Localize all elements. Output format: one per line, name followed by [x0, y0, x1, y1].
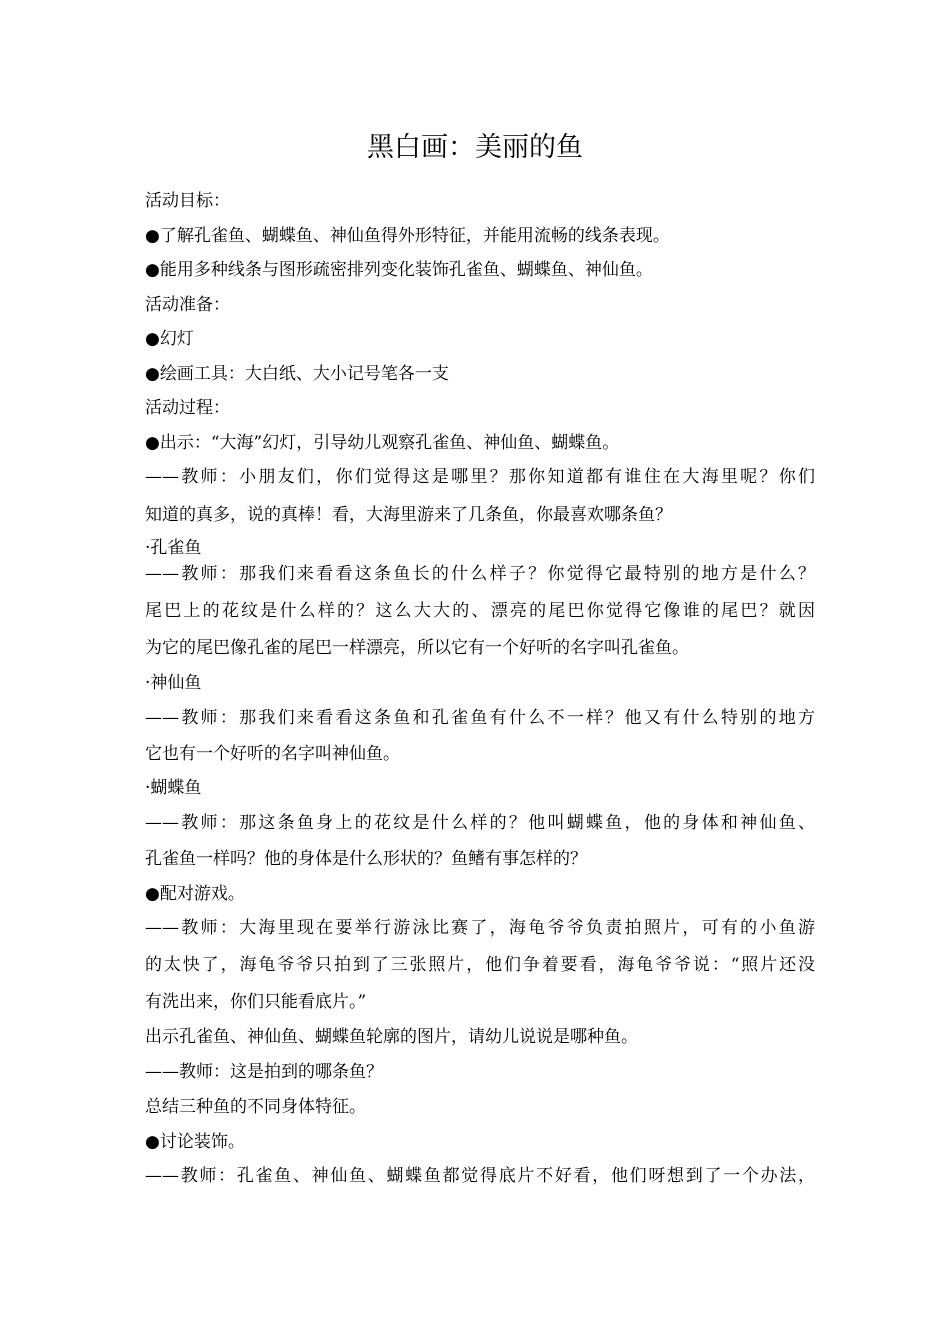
process-step-discuss-decoration: ●讨论装饰。 [145, 1132, 245, 1152]
prep-item-2: ●绘画工具：大白纸、大小记号笔各一支 [145, 364, 449, 384]
goal-item-1: ●了解孔雀鱼、蝴蝶鱼、神仙鱼得外形特征，并能用流畅的线条表现。 [145, 226, 670, 246]
process-step-matching-game: ●配对游戏。 [145, 884, 245, 904]
paragraph-line: 有洗出来，你们只能看底片。” [145, 992, 367, 1012]
paragraph-line: ——教师：孔雀鱼、神仙鱼、蝴蝶鱼都觉得底片不好看，他们呀想到了一个办法， [145, 1166, 815, 1186]
paragraph-line: ——教师：那我们来看看这条鱼和孔雀鱼有什么不一样？他又有什么特别的地方 [145, 708, 815, 728]
goal-item-2: ●能用多种线条与图形疏密排列变化装饰孔雀鱼、蝴蝶鱼、神仙鱼。 [145, 260, 653, 280]
paragraph-line: 知道的真多，说的真棒！看，大海里游来了几条鱼，你最喜欢哪条鱼？ [145, 505, 672, 525]
paragraph-line: 总结三种鱼的不同身体特征。 [145, 1097, 366, 1117]
document-title: 黑白画：美丽的鱼 [367, 132, 583, 163]
heading-activity-goals: 活动目标： [145, 191, 230, 211]
prep-item-1: ●幻灯 [145, 329, 194, 349]
paragraph-line: 为它的尾巴像孔雀的尾巴一样漂亮，所以它有一个好听的名字叫孔雀鱼。 [145, 638, 689, 658]
subheading-angel-fish: ·神仙鱼 [145, 673, 202, 693]
paragraph-line: ——教师：小朋友们，你们觉得这是哪里？那你知道都有谁住在大海里呢？你们 [145, 467, 815, 487]
paragraph-line: 尾巴上的花纹是什么样的？这么大大的、漂亮的尾巴你觉得它像谁的尾巴？就因 [145, 601, 815, 621]
paragraph-line: 的太快了，海龟爷爷只拍到了三张照片，他们争着要看，海龟爷爷说：“照片还没 [145, 955, 815, 975]
paragraph-line: ——教师：那我们来看看这条鱼长的什么样子？你觉得它最特别的地方是什么？ [145, 564, 815, 584]
subheading-butterfly-fish: ·蝴蝶鱼 [145, 778, 202, 798]
paragraph-line: 它也有一个好听的名字叫神仙鱼。 [145, 744, 400, 764]
paragraph-line: ——教师：那这条鱼身上的花纹是什么样的？他叫蝴蝶鱼，他的身体和神仙鱼、 [145, 813, 815, 833]
subheading-peacock-fish: ·孔雀鱼 [145, 538, 202, 558]
process-step-1: ●出示：“大海”幻灯，引导幼儿观察孔雀鱼、神仙鱼、蝴蝶鱼。 [145, 433, 620, 453]
heading-activity-prep: 活动准备： [145, 295, 230, 315]
paragraph-line: ——教师：大海里现在要举行游泳比赛了，海龟爷爷负责拍照片，可有的小鱼游 [145, 918, 815, 938]
paragraph-line: 孔雀鱼一样吗？他的身体是什么形状的？鱼鳍有事怎样的？ [145, 849, 587, 869]
paragraph-line: ——教师：这是拍到的哪条鱼？ [145, 1062, 383, 1082]
paragraph-line: 出示孔雀鱼、神仙鱼、蝴蝶鱼轮廓的图片，请幼儿说说是哪种鱼。 [145, 1027, 638, 1047]
heading-activity-process: 活动过程： [145, 398, 230, 418]
